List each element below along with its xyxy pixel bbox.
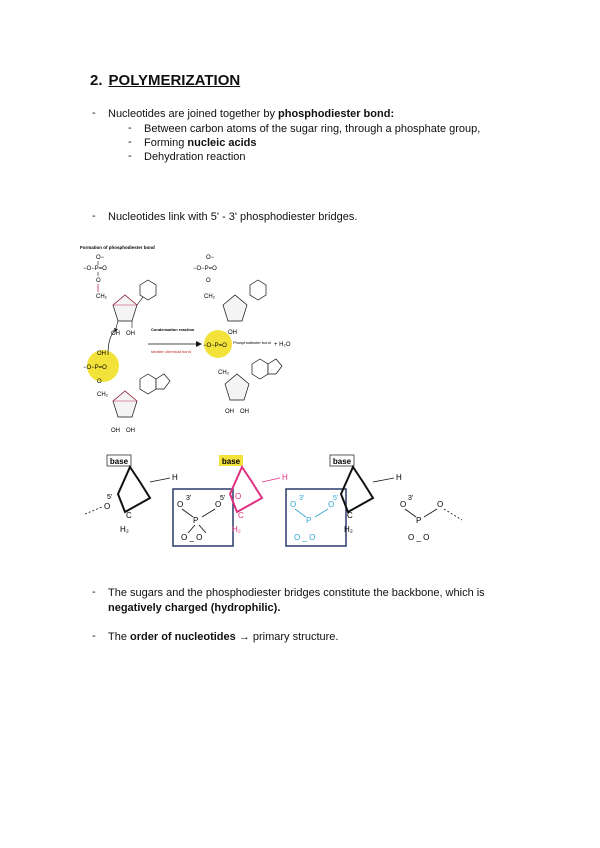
- bullet-dash: -: [92, 586, 96, 598]
- svg-text:base: base: [332, 457, 352, 466]
- svg-text:O: O: [97, 379, 102, 385]
- sub-bullet-1: Between carbon atoms of the sugar ring, through a phosphate group,: [144, 123, 481, 135]
- svg-text:OH: OH: [228, 330, 237, 336]
- section-title: POLYMERIZATION: [108, 72, 241, 89]
- svg-text:O−: O−: [96, 255, 105, 261]
- sub-dash: -: [128, 136, 132, 148]
- svg-text:CH₂: CH₂: [97, 392, 108, 398]
- svg-text:O: O: [215, 500, 222, 509]
- svg-text:OH: OH: [240, 409, 249, 415]
- section-heading: [90, 72, 240, 89]
- svg-text:O: O: [290, 500, 297, 509]
- svg-text:3': 3': [408, 495, 414, 502]
- sub-dash: -: [128, 122, 132, 134]
- figure1-title: Formation of phosphodiester bond: [80, 245, 155, 250]
- svg-text:CH₂: CH₂: [96, 294, 107, 300]
- phosphodiester-formation-figure: [78, 243, 318, 443]
- bullet-3-line1: The sugars and the phosphodiester bridges constitute the backbone, which is: [108, 587, 485, 599]
- svg-text:C: C: [126, 511, 132, 520]
- svg-text:O: O: [328, 500, 335, 509]
- svg-text:−O−P=O: −O−P=O: [193, 266, 217, 272]
- svg-text:OH: OH: [225, 409, 234, 415]
- svg-text:O _ O: O _ O: [408, 533, 430, 542]
- svg-text:3': 3': [299, 495, 305, 502]
- sugar-ring: [113, 391, 137, 417]
- svg-text:O: O: [177, 500, 184, 509]
- svg-text:H₂: H₂: [232, 525, 241, 534]
- bullet-dash: -: [92, 210, 96, 222]
- sub-bullet-2-text: Forming: [144, 137, 188, 149]
- svg-text:C: C: [347, 511, 353, 520]
- bullet-3-line2: [108, 601, 280, 615]
- svg-text:CH₂: CH₂: [204, 294, 215, 300]
- svg-text:P: P: [193, 516, 199, 525]
- bullet-4-bold: order of nucleotides: [130, 631, 236, 643]
- svg-text:P: P: [416, 516, 422, 525]
- svg-text:OH: OH: [126, 428, 135, 434]
- backbone-figure: [80, 452, 465, 552]
- svg-text:5': 5': [107, 494, 113, 501]
- bullet-1-text: Nucleotides are joined together by: [108, 108, 278, 120]
- sub-bullet-2: [144, 136, 257, 150]
- bullet-1: [108, 107, 394, 121]
- bullet-4-text: The: [108, 631, 131, 643]
- sugar-left: [118, 467, 150, 512]
- sugar-middle: [230, 467, 262, 512]
- svg-text:O _ O: O _ O: [294, 533, 316, 542]
- svg-text:H: H: [282, 473, 288, 482]
- sugar-ring: [113, 295, 137, 321]
- svg-text:3': 3': [186, 495, 192, 502]
- sub-bullet-2-bold: nucleic acids: [187, 137, 257, 149]
- svg-text:P: P: [306, 516, 312, 525]
- svg-text:H: H: [172, 473, 178, 482]
- water-label: + H₂O: [274, 342, 291, 348]
- svg-text:base: base: [221, 457, 241, 466]
- svg-text:C: C: [238, 511, 244, 520]
- svg-text:O: O: [437, 500, 444, 509]
- svg-text:H: H: [396, 473, 402, 482]
- svg-text:−O−P=O: −O−P=O: [83, 266, 107, 272]
- svg-text:base: base: [109, 457, 129, 466]
- bullet-4-post: → primary structure.: [235, 631, 339, 643]
- nucleotide-top-left: [83, 255, 156, 337]
- bullet-dash: -: [92, 630, 96, 642]
- svg-text:−O−P=O: −O−P=O: [83, 365, 107, 371]
- section-number: 2.: [90, 72, 103, 89]
- svg-text:O: O: [206, 278, 211, 284]
- base-ring: [140, 280, 156, 300]
- svg-text:O _ O: O _ O: [181, 533, 203, 542]
- svg-text:H₂: H₂: [120, 525, 129, 534]
- svg-text:OH: OH: [111, 428, 120, 434]
- svg-text:5': 5': [333, 495, 339, 502]
- bullet-1-bold: phosphodiester bond:: [278, 108, 395, 120]
- svg-text:−O−P=O: −O−P=O: [203, 343, 227, 349]
- phosphodiester-label: Phosphodiester bond: [233, 340, 271, 345]
- svg-text:O: O: [104, 502, 111, 511]
- sub-bullet-3: Dehydration reaction: [144, 151, 246, 163]
- svg-text:OH: OH: [126, 331, 135, 337]
- svg-text:O−: O−: [206, 255, 215, 261]
- bullet-2: Nucleotides link with 5' - 3' phosphodiester bridges.: [108, 211, 358, 223]
- svg-text:CH₂: CH₂: [218, 370, 229, 376]
- bullet-dash: -: [92, 107, 96, 119]
- sub-dash: -: [128, 150, 132, 162]
- svg-text:H₂: H₂: [344, 525, 353, 534]
- svg-text:OH: OH: [111, 331, 120, 337]
- svg-text:O: O: [235, 492, 242, 501]
- smaller-bond-label: smaller chemical bond: [151, 349, 191, 354]
- condensation-label: Condensation reaction: [151, 327, 195, 332]
- bullet-4: [108, 630, 338, 644]
- bullet-3-bold: negatively charged (hydrophilic).: [108, 602, 281, 614]
- svg-text:O: O: [400, 500, 407, 509]
- svg-text:O: O: [96, 278, 101, 284]
- svg-text:OH: OH: [97, 351, 106, 357]
- svg-text:5': 5': [220, 495, 226, 502]
